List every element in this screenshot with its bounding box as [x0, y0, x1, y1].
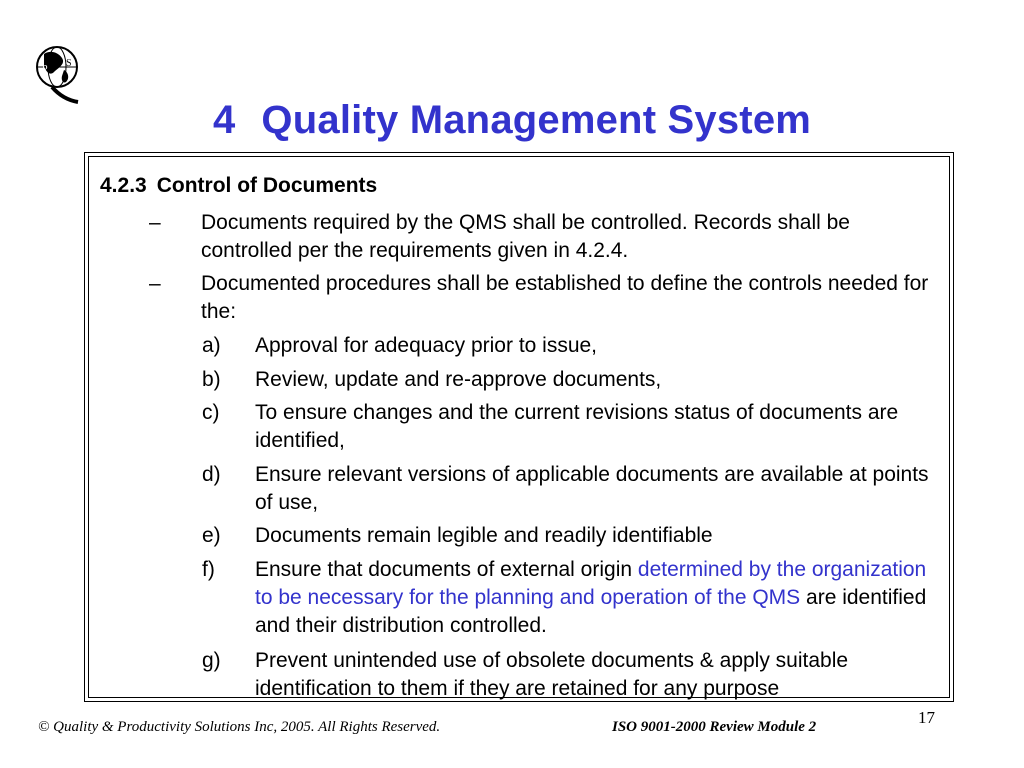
item-letter: d) — [202, 463, 221, 486]
item-text: To ensure changes and the current revisions status of documents are identified, — [255, 401, 899, 452]
item-text: Ensure relevant versions of applicable documents are available at points of use, — [255, 463, 929, 514]
logo-letter-p: P — [42, 64, 48, 75]
item-letter: a) — [202, 334, 221, 357]
logo-letter-s: S — [66, 58, 72, 69]
bullet-dash: – — [149, 272, 161, 295]
item-text-highlight: determined by the organization to be necessary for the planning and operation of the QMS — [255, 558, 927, 609]
item-letter: b) — [202, 368, 221, 391]
footer-copyright: © Quality & Productivity Solutions Inc, 2005. All Rights Reserved. — [38, 719, 441, 735]
item-letter: g) — [202, 649, 221, 672]
section-heading — [100, 174, 377, 198]
page-number: 17 — [918, 708, 935, 727]
bullet-text: Documented procedures shall be established to define the controls needed for the: — [201, 272, 929, 323]
item-text — [255, 556, 945, 640]
item-letter: f) — [202, 558, 215, 581]
footer-module: ISO 9001-2000 Review Module 2 — [612, 719, 817, 735]
qps-globe-logo — [28, 42, 86, 106]
item-text: Review, update and re-approve documents, — [255, 368, 662, 391]
content-frame — [84, 152, 954, 702]
slide-title — [0, 98, 1024, 143]
item-letter: c) — [202, 401, 220, 424]
item-text: Prevent unintended use of obsolete documents & apply suitable identification to them if they are retained for any purpose — [255, 649, 849, 700]
bullet-text: Documents required by the QMS shall be controlled. Records shall be controlled per the requirements given in 4.2.4. — [201, 211, 850, 262]
item-text-end: are identified and their distribution controlled. — [255, 586, 927, 637]
content-frame-inner — [88, 156, 950, 698]
title-text: Quality Management System — [261, 98, 812, 142]
item-text: Approval for adequacy prior to issue, — [255, 334, 598, 357]
bullet-dash: – — [149, 211, 161, 234]
section-title: Control of Documents — [156, 174, 378, 197]
title-number: 4 — [212, 98, 236, 142]
item-letter: e) — [202, 524, 221, 547]
item-text-start: Ensure that documents of external origin — [255, 558, 638, 581]
section-number: 4.2.3 — [100, 174, 147, 197]
item-text: Documents remain legible and readily identifiable — [255, 524, 713, 547]
